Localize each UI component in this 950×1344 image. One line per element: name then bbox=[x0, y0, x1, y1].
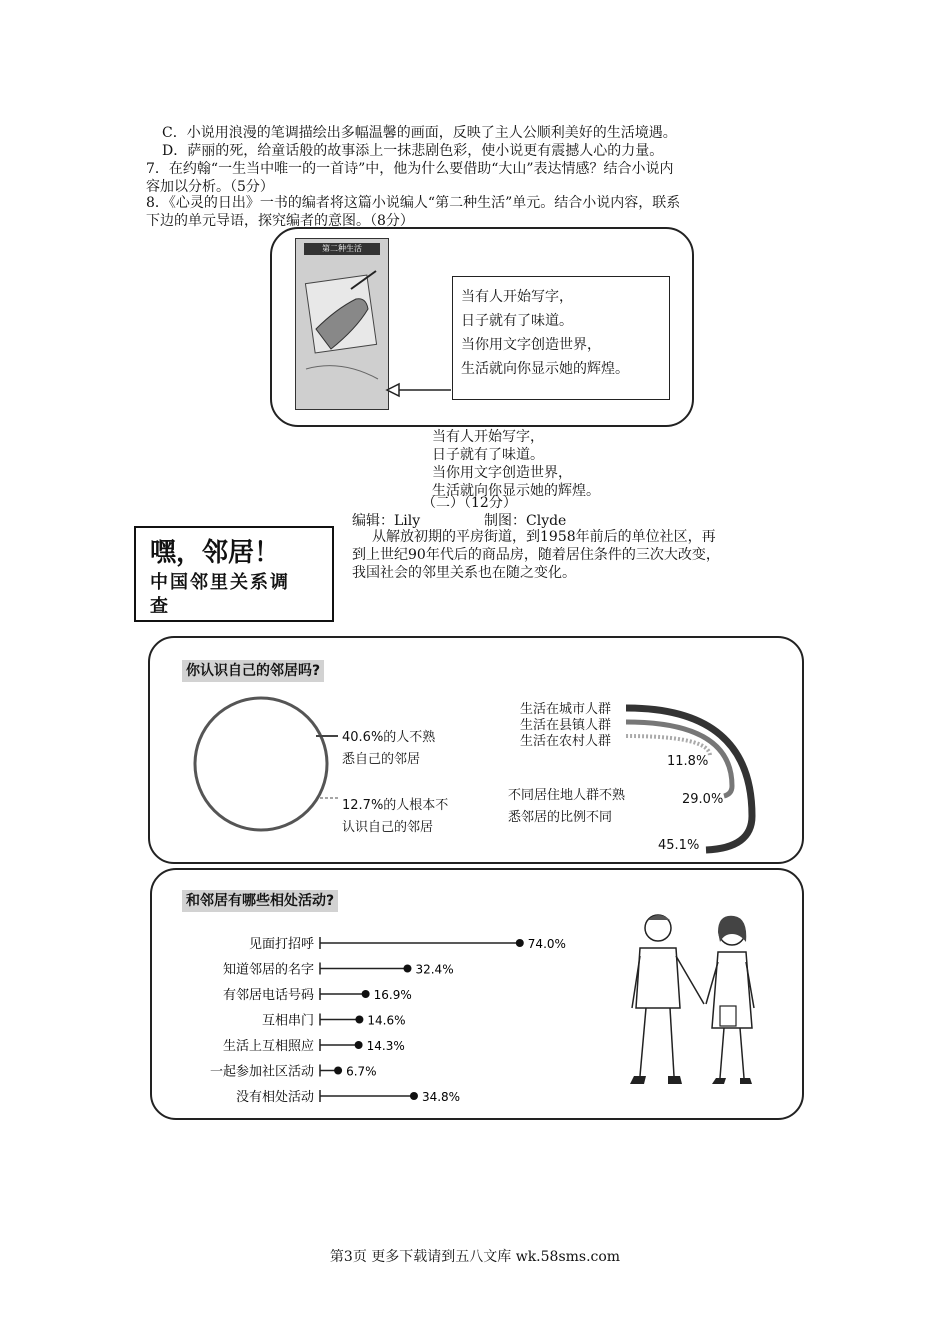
group-urban: 生活在城市人群 bbox=[520, 702, 612, 717]
page-footer: 第3页 更多下载请到五八文库 wk.58sms.com bbox=[329, 1249, 621, 1265]
survey-title-box bbox=[134, 526, 334, 622]
book-band: 第二种生活 bbox=[304, 243, 380, 255]
bar-category-label: 没有相处活动 bbox=[235, 1090, 314, 1105]
bar-category-label: 有邻居电话号码 bbox=[222, 988, 314, 1003]
bar-value-label: 14.6% bbox=[367, 1013, 406, 1028]
quote-text-line: 日子就有了味道。 bbox=[432, 447, 544, 463]
bar-category-label: 互相串门 bbox=[261, 1013, 314, 1029]
bar-dot bbox=[355, 1041, 363, 1049]
bar-category-label: 知道邻居的名字 bbox=[222, 962, 314, 978]
bar-dot bbox=[410, 1092, 418, 1100]
label-unknown-2: 认识自己的邻居 bbox=[342, 820, 434, 835]
quote-line: 生活就向你显示她的辉煌。 bbox=[461, 361, 629, 377]
bar-value-label: 34.8% bbox=[421, 1090, 461, 1104]
pct-town: 29.0% bbox=[682, 792, 724, 807]
quote-line: 日子就有了味道。 bbox=[461, 313, 573, 329]
editor-credit: 编辑：Lily bbox=[352, 513, 421, 529]
panel1-header: 你认识自己的邻居吗? bbox=[182, 660, 324, 682]
panel2-header: 和邻居有哪些相处活动? bbox=[182, 890, 338, 912]
illustrator-credit: 制图：Clyde bbox=[484, 513, 567, 529]
pct-rural: 11.8% bbox=[667, 754, 709, 769]
bar-value-label: 74.0% bbox=[527, 937, 566, 951]
survey-title: 嘿，邻居！ bbox=[150, 538, 281, 568]
bar-dot bbox=[362, 990, 370, 998]
quote-text-line: 当有人开始写字， bbox=[432, 429, 544, 445]
bar-category-label: 生活上互相照应 bbox=[222, 1039, 314, 1054]
bar-value-label: 32.4% bbox=[415, 962, 454, 977]
residence-note-line1: 不同居住地人群不熟 bbox=[508, 788, 626, 803]
residence-note-line2: 悉邻居的比例不同 bbox=[508, 810, 613, 825]
arrow-icon bbox=[385, 380, 455, 400]
label-unfamiliar: 40.6%的人不熟 bbox=[342, 730, 436, 745]
group-town: 生活在县镇人群 bbox=[520, 718, 612, 733]
question-7-line1: 7．在约翰“一生当中唯一的一首诗”中，他为什么要借助“大山”表达情感？结合小说内 bbox=[146, 161, 674, 177]
book-cover-image bbox=[295, 238, 389, 410]
label-unfamiliar-2: 悉自己的邻居 bbox=[342, 752, 421, 767]
quote-line: 当你用文字创造世界， bbox=[461, 337, 601, 353]
neighbor-circle bbox=[195, 698, 327, 830]
unit-intro-quote-box bbox=[452, 276, 670, 400]
bar-dot bbox=[355, 1016, 363, 1024]
bar-category-label: 见面打招呼 bbox=[248, 937, 314, 952]
bar-dot bbox=[516, 939, 524, 947]
quote-text-line: 生活就向你显示她的辉煌。 bbox=[432, 483, 600, 499]
option-c: C．小说用浪漫的笔调描绘出多幅温馨的画面，反映了主人公顺利美好的生活境遇。 bbox=[162, 125, 677, 141]
question-8-line1: 8．《心灵的日出》一书的编者将这篇小说编人“第二种生活”单元。结合小说内容，联系 bbox=[146, 195, 681, 211]
question-7-line2: 容加以分析。（5分） bbox=[146, 179, 274, 195]
label-unknown: 12.7%的人根本不 bbox=[342, 798, 449, 813]
section-heading: （二）（12分） bbox=[422, 495, 517, 511]
panel1-graphics bbox=[148, 636, 804, 864]
bar-value-label: 16.9% bbox=[373, 988, 412, 1002]
intro-line2: 到上世纪90年代后的商品房，随着居住条件的三次大改变， bbox=[352, 547, 720, 563]
option-d: D．萨丽的死，给童话般的故事添上一抹悲剧色彩，使小说更有震撼人心的力量。 bbox=[162, 143, 664, 159]
quote-text-line: 当你用文字创造世界， bbox=[432, 465, 572, 481]
bar-dot bbox=[403, 965, 411, 973]
hand-writing-illustration bbox=[296, 239, 388, 409]
intro-line1: 从解放初期的平房街道，到1958年前后的单位社区，再 bbox=[372, 529, 716, 545]
survey-subtitle-line2: 查 bbox=[150, 596, 168, 617]
bar-value-label: 6.7% bbox=[346, 1064, 377, 1079]
pct-urban: 45.1% bbox=[658, 838, 700, 853]
quote-line: 当有人开始写字， bbox=[461, 289, 573, 305]
bar-value-label: 14.3% bbox=[366, 1039, 405, 1053]
people-handshake-illustration bbox=[620, 908, 770, 1094]
survey-subtitle-line1: 中国邻里关系调 bbox=[150, 572, 290, 593]
group-rural: 生活在农村人群 bbox=[520, 734, 612, 749]
bar-dot bbox=[334, 1067, 342, 1075]
rural-arc bbox=[626, 736, 710, 756]
bar-category-label: 一起参加社区活动 bbox=[209, 1064, 314, 1080]
intro-line3: 我国社会的邻里关系也在随之变化。 bbox=[352, 565, 576, 581]
question-8-line2: 下边的单元导语，探究编者的意图。（8分） bbox=[146, 213, 414, 229]
